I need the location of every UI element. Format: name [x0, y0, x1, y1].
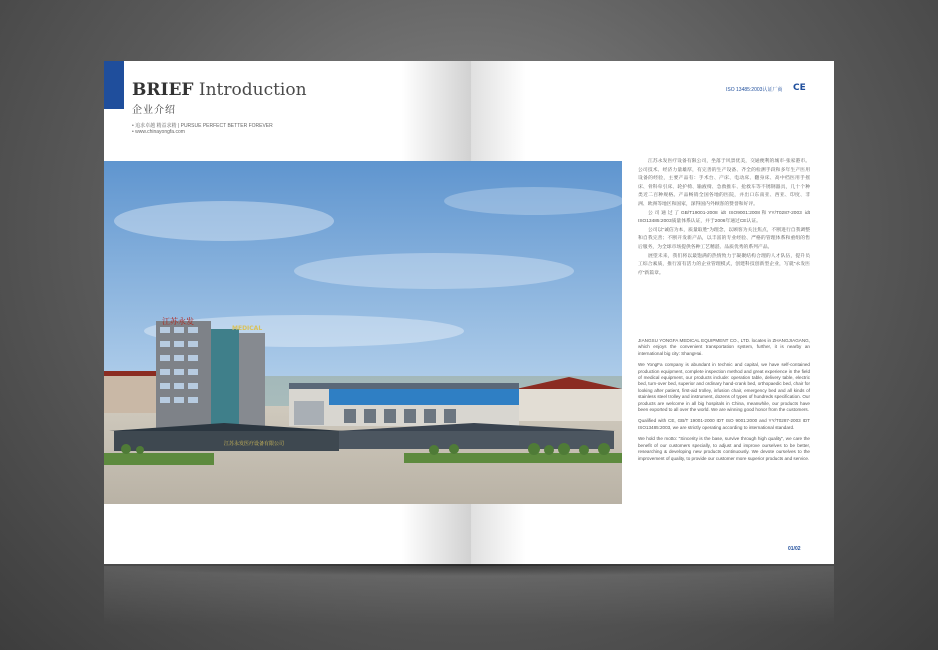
cn-paragraph-3: 公司以"诚信为本，质量取胜"为理念，以顾客为关注焦点，不断进行自我调整和自我完善；不断开发新产品，以丰富的专业经验、严格的管理体系和重组的售后服务，为全球市场提供各种工艺精湛、品质优秀的系列产品。: [638, 227, 810, 250]
cn-paragraph-2: 公司通过了GB/T19001-2008 idt ISO9001:2008和YY/T0287-2003 idt ISO13485:2003质量体系认证，并于2006年通过CE认证。: [638, 210, 810, 225]
factory-photo: [104, 161, 622, 504]
ce-mark-icon: CE: [793, 83, 806, 93]
title-bold: BRIEF: [132, 80, 194, 100]
wall-sign: 江苏永发医疗设备有限公司: [224, 441, 285, 447]
cn-paragraph-1: 江苏永发医疗设备有限公司，坐落于风景优美，交通便利的城市-张家港市。公司技术、经济力量雄厚，有完善的生产设备、齐全的检测手段和多年生产医用设备的经验，主要产品有：手术台、产床、电动床、翻身床、高中档医用手摇床、骨科牵引床、轮护椅、输液椅、急救推车、抢救车等不锈钢器具，几十个种类近二百种规格。产品畅销全国各地的医院，并出口东南亚、西亚、印度、非洲、欧洲等地区和国家，深得国内外顾客的赞誉和好评。: [638, 159, 810, 207]
blue-corner-tab: [104, 61, 124, 109]
iso-certification-text: ISO 13485:2003认证厂商: [726, 87, 783, 93]
factory-illustration: [104, 161, 622, 504]
chinese-description: [638, 158, 810, 278]
title-chinese: 企业介绍: [132, 105, 176, 116]
website: • www.chinayongfa.com: [132, 129, 185, 135]
en-paragraph-2: We YongFa company is abundant in technic and capital, we have self-contained production equipment, complete inspection method and great experience in the field of medical equipment, our products include: operation table, delivery table, electric bed, turn-over bed, superior and ordinary hand-crank bed, orthopaedic bed, chair for looking after patient, first-aid trolley, infusion chair, emergency bed and all kinds of stainless steel trolley and instrument, dozens of types of hundreds specification. Our products are welcome in all big hospitals in China, meanwhile, our products have been exported to all over the world. We are winning good honor from the customers.: [638, 362, 810, 413]
en-paragraph-4: We hold the motto: "Sincerity is the base, survive through high quality", we care the benefit of our customers specially, to adjust and improve ourselves to be better, researching & developing new products continuously. We devote ourselves to the improvement of quality, to provide our customer more superior products and service.: [638, 436, 810, 461]
page-title: [132, 80, 307, 100]
slogan: • 追求卓越 精益求精 | PURSUE PERFECT BETTER FOREVER: [132, 123, 273, 129]
title-block: [132, 80, 307, 116]
building-sign: 江苏永发: [162, 317, 194, 326]
en-paragraph-3: Qualified with CE, GB/T 19001-2000 IDT ISO 9001:2000 and YY/T0287-2003 IDT ISO13485:2003, we are strictly operating according to international standard.: [638, 418, 810, 430]
cn-paragraph-4: 展望未来，我们将以最饱满的热情致力于凝聚结构合理的人才队伍，提升员工综合素质，推行富有活力的企业管理模式，创建科技创新型企业，写就"永发医疗"新篇章。: [638, 253, 810, 276]
english-description: [638, 338, 810, 467]
roof-sign: MEDICAL: [232, 325, 263, 332]
page-number: 01/02: [788, 546, 801, 552]
floor-reflection: [104, 566, 834, 626]
title-rest: Introduction: [198, 80, 307, 100]
en-paragraph-1: JIANGSU YONGFA MEDICAL EQUIPMENT CO., LTD. locates in ZHANGJIAGANG, which enjoys the convenient transportation system, further, it is nearby an international big city: ShangHai.: [638, 338, 810, 356]
